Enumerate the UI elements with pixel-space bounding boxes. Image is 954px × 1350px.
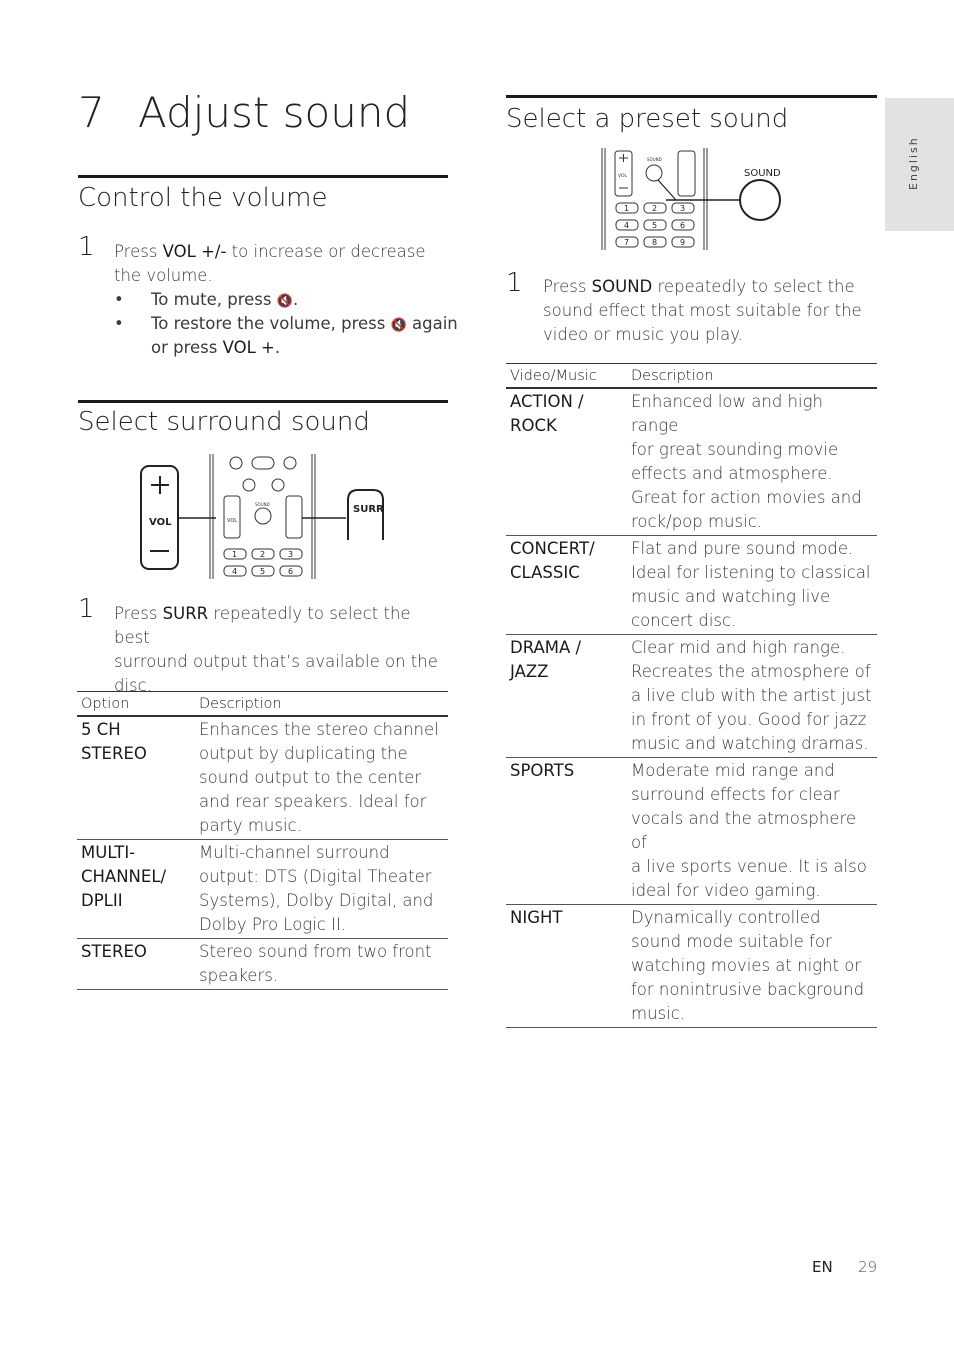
svg-text:5: 5 <box>652 221 658 230</box>
mute-icon: 🔇 <box>276 294 293 309</box>
chapter-title: Adjust sound <box>138 88 411 137</box>
step-number: 1 <box>78 594 95 624</box>
svg-text:2: 2 <box>260 550 266 559</box>
section-title-preset: Select a preset sound <box>506 104 789 134</box>
svg-text:6: 6 <box>680 221 686 230</box>
svg-text:8: 8 <box>652 238 658 247</box>
svg-text:4: 4 <box>232 567 238 576</box>
surround-options-table <box>77 691 448 990</box>
table-row: 5 CH STEREO Enhances the stereo channel output by duplicating the sound output to the center and rear speakers. Ideal for party music. <box>77 716 448 840</box>
surround-step-text: Press SURR repeatedly to select the best surround output that’s available on the disc. <box>114 604 438 695</box>
section-rule <box>78 400 448 403</box>
svg-text:3: 3 <box>288 550 294 559</box>
language-tab-label: English <box>907 136 920 190</box>
table-row: ACTION / ROCK Enhanced low and high range for great sounding movie effects and atmosphere. Great for action movies and rock/pop music. <box>506 388 877 536</box>
svg-text:2: 2 <box>652 204 658 213</box>
svg-text:SOUND: SOUND <box>647 157 662 162</box>
step-number: 1 <box>78 232 95 262</box>
section-title-surround: Select surround sound <box>78 407 370 437</box>
svg-text:3: 3 <box>680 204 686 213</box>
table-header: Option <box>77 692 195 717</box>
chapter-number: 7 <box>78 88 105 137</box>
surr-label: SURR <box>353 504 384 515</box>
table-row: DRAMA / JAZZ Clear mid and high range. Recreates the atmosphere of a live club with the artist just in front of you. Good for jazz music and watching dramas. <box>506 635 877 758</box>
svg-text:4: 4 <box>624 221 630 230</box>
svg-text:9: 9 <box>680 238 686 247</box>
svg-text:1: 1 <box>624 204 630 213</box>
step-number: 1 <box>506 268 523 298</box>
svg-text:VOL: VOL <box>227 518 238 524</box>
surround-remote-illustration <box>138 454 390 582</box>
language-tab <box>885 98 954 231</box>
svg-text:5: 5 <box>260 567 266 576</box>
table-header: Description <box>627 364 877 389</box>
table-row: SPORTS Moderate mid range and surround effects for clear vocals and the atmosphere of a live sports venue. It is also ideal for video gaming. <box>506 758 877 905</box>
sound-label: SOUND <box>744 168 781 179</box>
section-rule <box>506 95 877 98</box>
table-row: NIGHT Dynamically controlled sound mode suitable for watching movies at night or for nonintrusive background music. <box>506 905 877 1028</box>
preset-step-text: Press SOUND repeatedly to select the sound effect that most suitable for the video or music you play. <box>543 277 862 344</box>
svg-text:1: 1 <box>232 550 238 559</box>
table-row: STEREO Stereo sound from two front speakers. <box>77 939 448 990</box>
footer-language: EN <box>812 1258 833 1276</box>
section-title-volume: Control the volume <box>78 183 328 213</box>
vol-label: VOL <box>149 517 172 528</box>
svg-text:6: 6 <box>288 567 294 576</box>
svg-text:VOL: VOL <box>618 174 628 179</box>
section-rule <box>78 175 448 178</box>
table-row: MULTI- CHANNEL/ DPLII Multi-channel surround output: DTS (Digital Theater Systems), Dolby Digital, and Dolby Pro Logic II. <box>77 840 448 939</box>
mute-icon: 🔇 <box>390 318 407 333</box>
page-number: 29 <box>858 1258 878 1276</box>
preset-remote-illustration <box>600 148 790 252</box>
table-header: Video/Music <box>506 364 627 389</box>
restore-bullet: • To restore the volume, press 🔇 again or press VOL +. <box>114 314 458 357</box>
svg-text:SOUND: SOUND <box>255 502 270 507</box>
preset-sound-table <box>506 363 877 1028</box>
volume-step-text: Press VOL +/- to increase or decrease the volume. <box>114 242 426 285</box>
svg-text:7: 7 <box>624 238 630 247</box>
table-header: Description <box>195 692 448 717</box>
table-row: CONCERT/ CLASSIC Flat and pure sound mode. Ideal for listening to classical music and watching live concert disc. <box>506 536 877 635</box>
